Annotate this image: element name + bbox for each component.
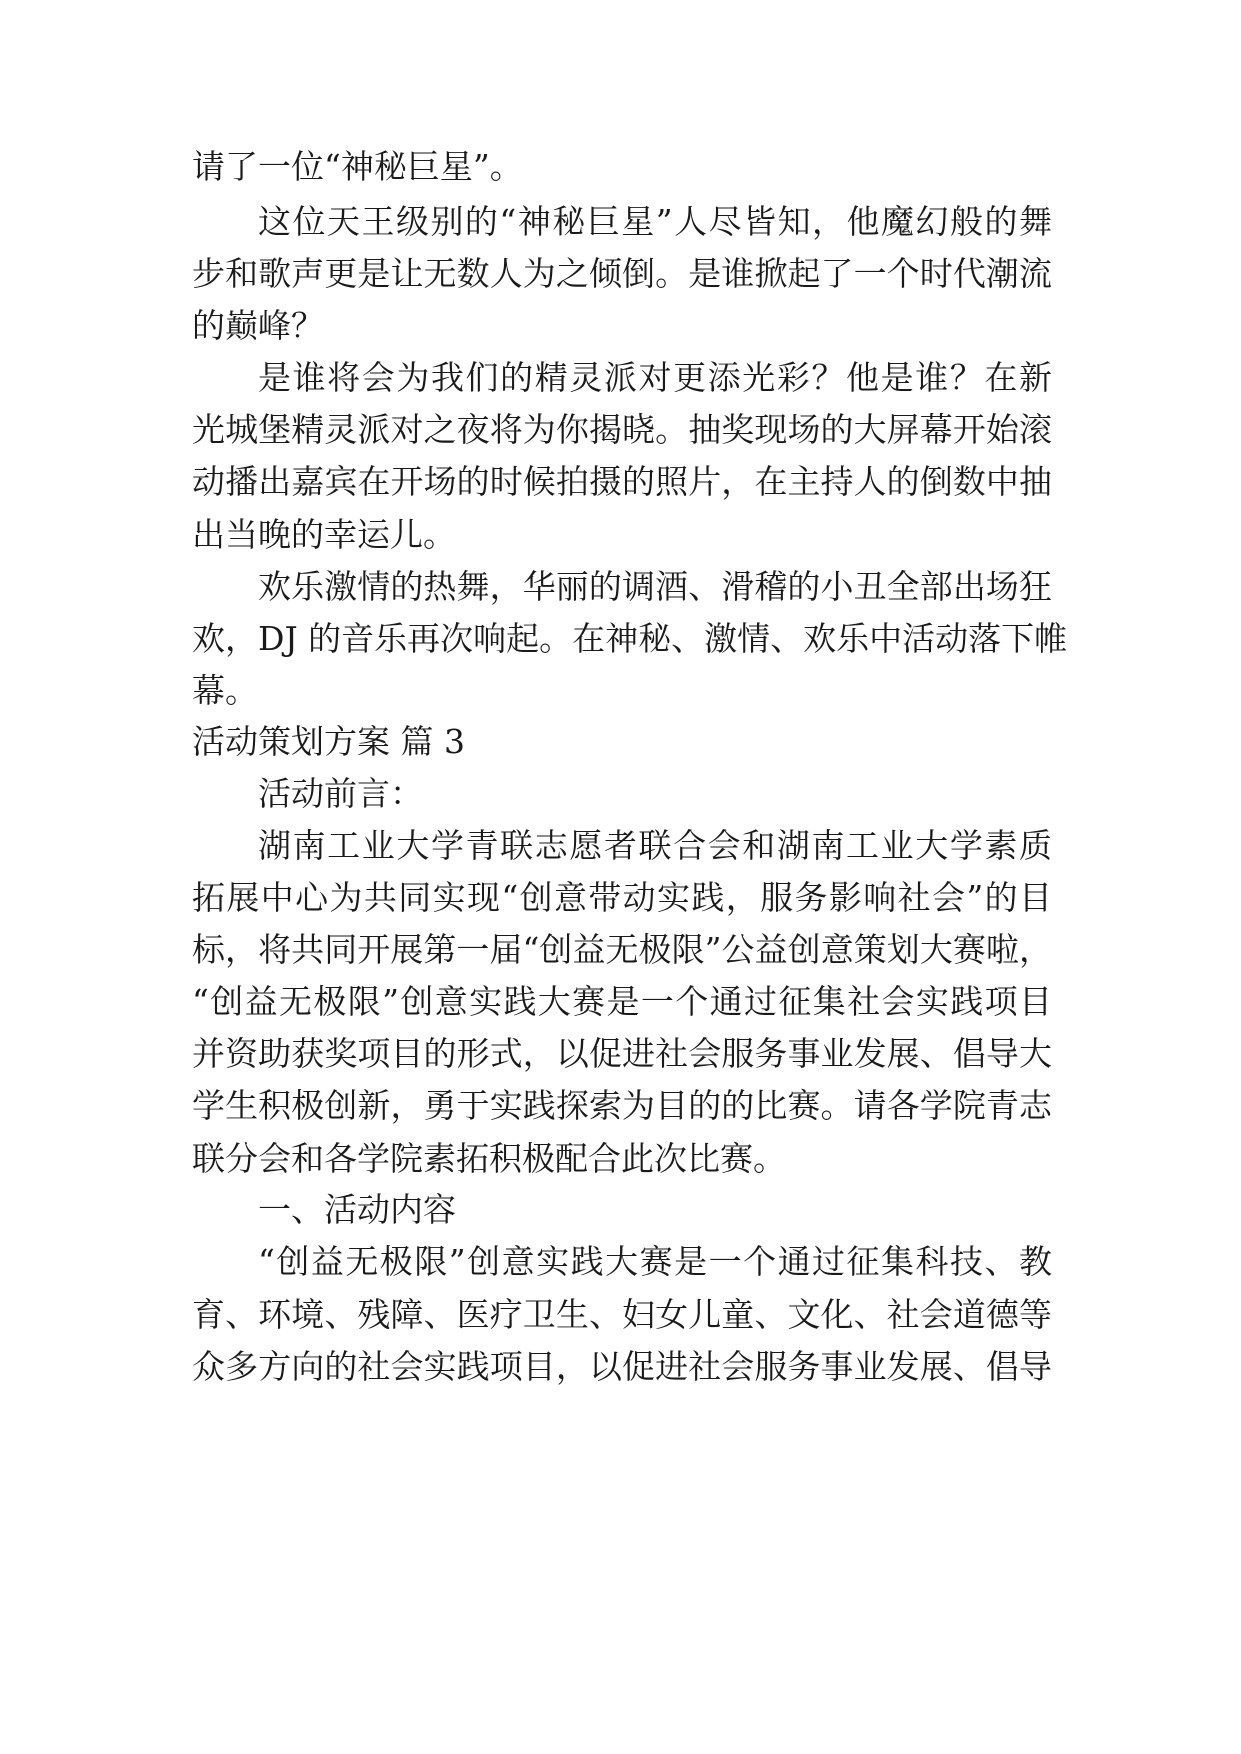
text-line: “创益无极限”创意实践大赛是一个通过征集社会实践项目 [192,982,1052,1021]
text-line: 湖南工业大学青联志愿者联合会和湖南工业大学素质 [258,826,1052,865]
text-line: 学生积极创新，勇于实践探索为目的的比赛。请各学院青志 [192,1086,1052,1125]
text-line: 请了一位“神秘巨星”。 [192,147,523,186]
text-line: 欢，DJ 的音乐再次响起。在神秘、激情、欢乐中活动落下帷 [192,619,1068,658]
text-line: 这位天王级别的“神秘巨星”人尽皆知，他魔幻般的舞 [258,202,1052,241]
text-line: 动播出嘉宾在开场的时候拍摄的照片，在主持人的倒数中抽 [192,462,1052,501]
text-line: 光城堡精灵派对之夜将为你揭晓。抽奖现场的大屏幕开始滚 [192,410,1052,449]
text-line: 欢乐激情的热舞，华丽的调酒、滑稽的小丑全部出场狂 [258,567,1052,606]
text-line: 步和歌声更是让无数人为之倾倒。是谁掀起了一个时代潮流 [192,254,1052,293]
text-line: 众多方向的社会实践项目，以促进社会服务事业发展、倡导 [192,1347,1052,1386]
text-line: 拓展中心为共同实现“创意带动实践，服务影响社会”的目 [192,878,1052,917]
section-heading: 活动策划方案 篇 3 [192,722,465,761]
section-heading: 一、活动内容 [258,1190,456,1229]
text-line: 联分会和各学院素拓积极配合此次比赛。 [192,1139,786,1178]
text-line: 幕。 [192,671,258,710]
text-line: 是谁将会为我们的精灵派对更添光彩？他是谁？在新 [258,358,1052,397]
text-line: 并资助获奖项目的形式，以促进社会服务事业发展、倡导大 [192,1034,1052,1073]
text-line: 育、环境、残障、医疗卫生、妇女儿童、文化、社会道德等 [192,1295,1052,1334]
text-line: 出当晚的幸运儿。 [192,515,456,554]
text-line: 的巅峰？ [192,306,324,345]
text-line: 标，将共同开展第一届“创益无极限”公益创意策划大赛啦， [192,930,1052,969]
text-line: “创益无极限”创意实践大赛是一个通过征集科技、教 [258,1242,1052,1281]
text-line: 活动前言： [258,774,423,813]
